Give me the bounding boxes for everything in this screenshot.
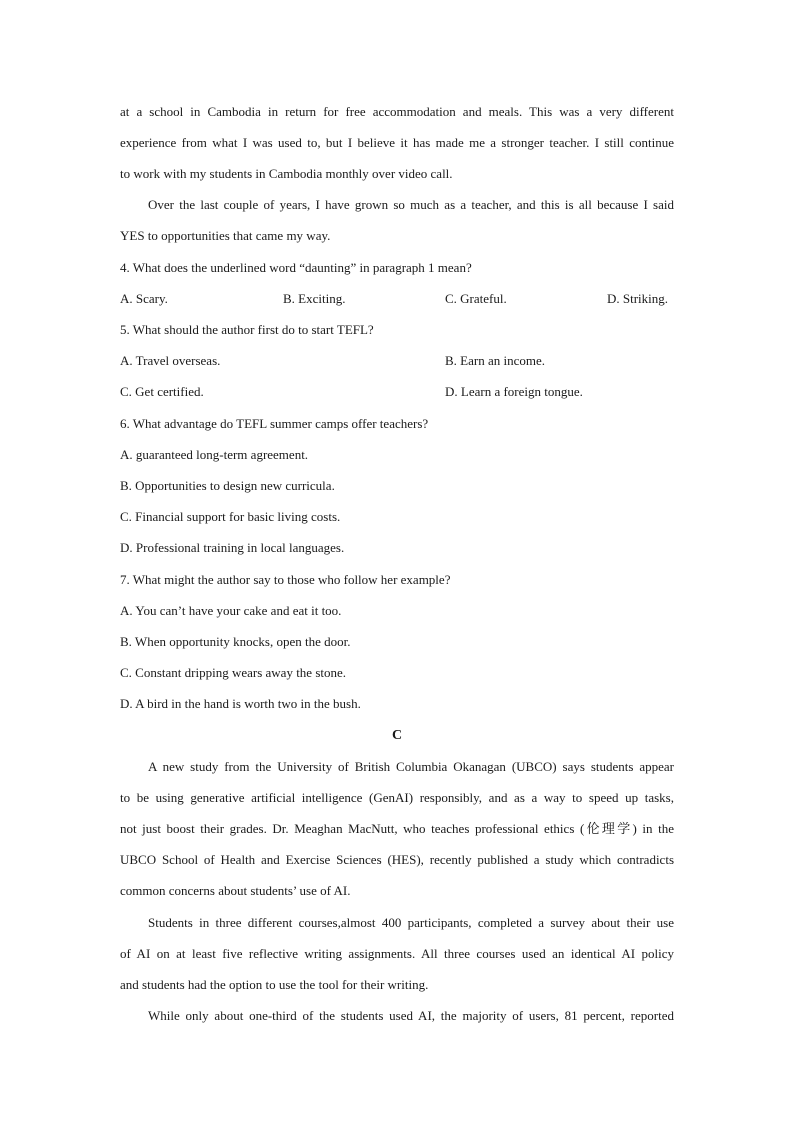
section-heading-c: C <box>391 728 403 743</box>
passage-line: not just boost their grades. Dr. Meaghan MacNutt, who teaches professional ethics (伦理学) in the <box>120 821 674 836</box>
q4-option-c[interactable]: C. Grateful. <box>445 291 507 306</box>
passage-line: UBCO School of Health and Exercise Sciences (HES), recently published a study which contradicts <box>120 852 674 867</box>
passage-line: common concerns about students’ use of AI. <box>120 883 351 898</box>
q5-option-d[interactable]: D. Learn a foreign tongue. <box>445 384 583 399</box>
q7-option-a[interactable]: A. You can’t have your cake and eat it too. <box>120 603 342 618</box>
q4-option-b[interactable]: B. Exciting. <box>283 291 346 306</box>
q7-option-d[interactable]: D. A bird in the hand is worth two in the bush. <box>120 696 361 711</box>
q4-option-a[interactable]: A. Scary. <box>120 291 168 306</box>
q6-option-b[interactable]: B. Opportunities to design new curricula. <box>120 478 335 493</box>
q7-option-b[interactable]: B. When opportunity knocks, open the door. <box>120 634 351 649</box>
q6-option-c[interactable]: C. Financial support for basic living costs. <box>120 509 341 524</box>
question-6-stem: 6. What advantage do TEFL summer camps offer teachers? <box>120 416 429 431</box>
passage-line: and students had the option to use the tool for their writing. <box>120 977 429 992</box>
passage-line: Students in three different courses,almost 400 participants, completed a survey about their use <box>148 915 674 930</box>
passage-line: While only about one-third of the students used AI, the majority of users, 81 percent, reported <box>148 1008 674 1023</box>
passage-line: at a school in Cambodia in return for free accommodation and meals. This was a very different <box>120 104 674 119</box>
passage-line: YES to opportunities that came my way. <box>120 228 331 243</box>
question-7-stem: 7. What might the author say to those who follow her example? <box>120 572 451 587</box>
q5-option-c[interactable]: C. Get certified. <box>120 384 204 399</box>
passage-line: Over the last couple of years, I have grown so much as a teacher, and this is all because I said <box>148 197 674 212</box>
passage-line: to work with my students in Cambodia monthly over video call. <box>120 166 453 181</box>
q5-option-b[interactable]: B. Earn an income. <box>445 353 545 368</box>
passage-line: of AI on at least five reflective writing assignments. All three courses used an identical AI policy <box>120 946 674 961</box>
q4-option-d[interactable]: D. Striking. <box>607 291 669 306</box>
q5-option-a[interactable]: A. Travel overseas. <box>120 353 221 368</box>
passage-line: experience from what I was used to, but I believe it has made me a stronger teacher. I still continue <box>120 135 674 150</box>
q6-option-d[interactable]: D. Professional training in local languages. <box>120 540 345 555</box>
passage-line: to be using generative artificial intelligence (GenAI) responsibly, and as a way to speed up tasks, <box>120 790 674 805</box>
q7-option-c[interactable]: C. Constant dripping wears away the stone. <box>120 665 347 680</box>
question-5-stem: 5. What should the author first do to start TEFL? <box>120 322 374 337</box>
q6-option-a[interactable]: A. guaranteed long-term agreement. <box>120 447 309 462</box>
passage-line: A new study from the University of British Columbia Okanagan (UBCO) says students appear <box>148 759 674 774</box>
question-4-stem: 4. What does the underlined word “daunting” in paragraph 1 mean? <box>120 260 472 275</box>
